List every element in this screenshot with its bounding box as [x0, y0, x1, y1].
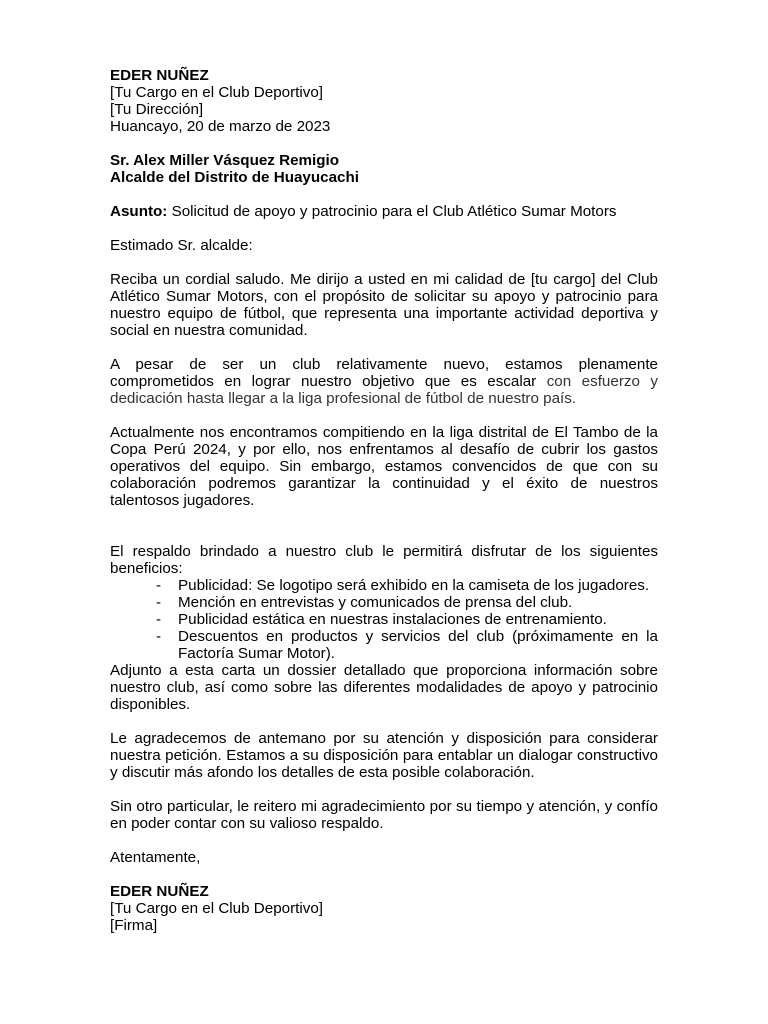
bullet-dash: -: [156, 577, 162, 594]
paragraph-objective: [110, 356, 658, 407]
paragraph-benefits-intro: El respaldo brindado a nuestro club le permitirá disfrutar de los siguientes beneficios:: [110, 543, 658, 577]
paragraph-thanks: Le agradecemos de antemano por su atención y disposición para considerar nuestra petición. Estamos a su disposición para entablar un dialogar constructivo y discutir más afondo los detalles de esta posible colaboración.: [110, 730, 658, 781]
greeting: Estimado Sr. alcalde:: [110, 237, 253, 254]
paragraph-objective-start: A pesar de ser un club relativamente nuevo, estamos plenamente comprometidos en lograr nuestro objetivo que es escalar: [110, 356, 658, 390]
list-item: [110, 628, 658, 662]
recipient-block: [110, 152, 658, 186]
sender-address: [Tu Dirección]: [110, 101, 204, 118]
list-item: [110, 577, 658, 594]
paragraph-closing: Sin otro particular, le reitero mi agradecimiento por su tiempo y atención, y confío en poder contar con su valioso respaldo.: [110, 798, 658, 832]
subject-label: Asunto:: [110, 203, 168, 220]
recipient-name: Sr. Alex Miller Vásquez Remigio: [110, 152, 340, 169]
bullet-dash: -: [156, 611, 162, 628]
signer-position: [Tu Cargo en el Club Deportivo]: [110, 900, 324, 917]
sender-block: [110, 67, 658, 135]
benefit-text: Descuentos en productos y servicios del club (próximamente en la Factoría Sumar Motor).: [178, 628, 658, 662]
recipient-title: Alcalde del Distrito de Huayucachi: [110, 169, 359, 186]
paragraph-competition: Actualmente nos encontramos compitiendo en la liga distrital de El Tambo de la Copa Perú 2024, y por ello, nos enfrentamos al desafío de cubrir los gastos operativos del equipo. Sin embargo, estamos convencidos de que con su colaboración podremos garantizar la continuidad y el éxito de nuestros talentosos jugadores.: [110, 424, 658, 509]
letter: [110, 67, 658, 934]
bullet-dash: -: [156, 594, 162, 611]
benefit-text: Publicidad: Se logotipo será exhibido en la camiseta de los jugadores.: [178, 577, 650, 594]
benefit-text: Mención en entrevistas y comunicados de prensa del club.: [178, 594, 573, 611]
paragraph-objective-end: con esfuerzo y dedicación hasta llegar a la liga profesional de fútbol de nuestro país.: [110, 373, 658, 407]
list-item: [110, 594, 658, 611]
bullet-dash: -: [156, 628, 162, 645]
farewell: Atentamente,: [110, 849, 201, 866]
signer-name: EDER NUÑEZ: [110, 883, 209, 900]
paragraph-intro: Reciba un cordial saludo. Me dirijo a usted en mi calidad de [tu cargo] del Club Atlético Sumar Motors, con el propósito de solicitar su apoyo y patrocinio para nuestro equipo de fútbol, que representa una importante actividad deportiva y social en nuestra comunidad.: [110, 271, 658, 339]
paragraph-dossier: Adjunto a esta carta un dossier detallado que proporciona información sobre nuestro club, así como sobre las diferentes modalidades de apoyo y patrocinio disponibles.: [110, 662, 658, 713]
sender-name: EDER NUÑEZ: [110, 67, 209, 84]
benefits-list: [110, 577, 658, 662]
signature-block: [110, 883, 658, 934]
signature-placeholder: [Firma]: [110, 917, 158, 934]
subject-text: Solicitud de apoyo y patrocinio para el Club Atlético Sumar Motors: [167, 203, 617, 220]
benefit-text: Publicidad estática en nuestras instalaciones de entrenamiento.: [178, 611, 607, 628]
place-date: Huancayo, 20 de marzo de 2023: [110, 118, 331, 135]
subject-line: [110, 203, 658, 220]
list-item: [110, 611, 658, 628]
sender-position: [Tu Cargo en el Club Deportivo]: [110, 84, 324, 101]
